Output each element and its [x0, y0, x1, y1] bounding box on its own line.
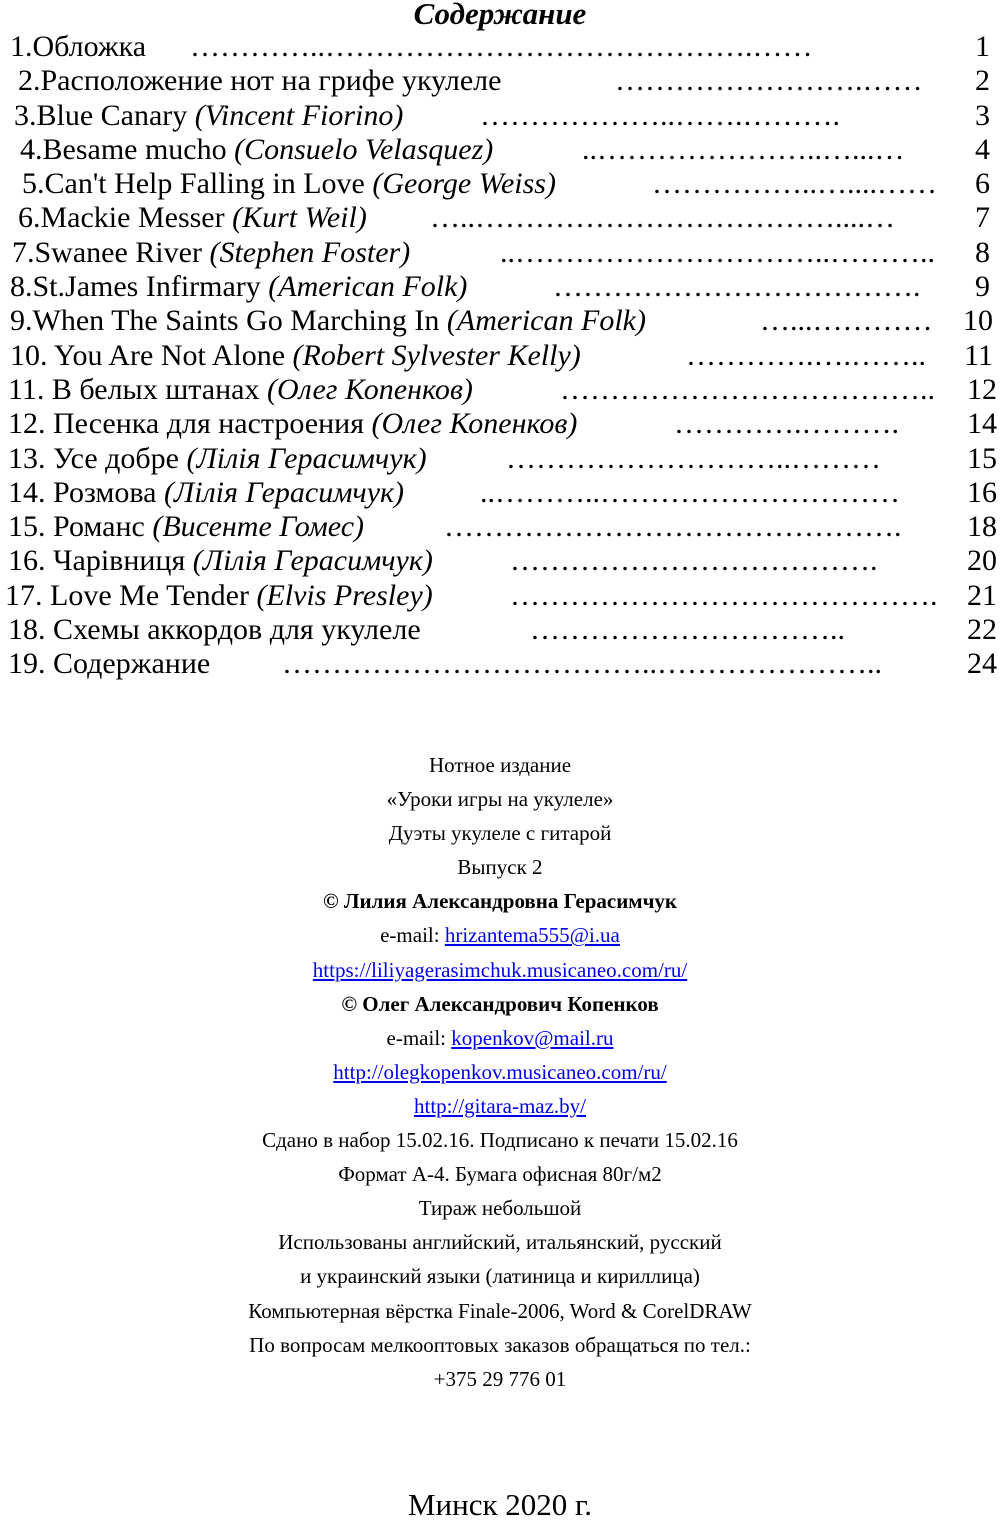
- toc-page-number: 21: [967, 578, 997, 612]
- book-subtitle: Дуэты укулеле с гитарой: [388, 821, 612, 846]
- toc-leader-dots: ………………..…….……….: [480, 98, 840, 132]
- email-label: e-mail:: [380, 923, 445, 948]
- website-link-3[interactable]: http://gitara-maz.by/: [413, 1093, 587, 1118]
- toc-entry-title: [8, 476, 404, 510]
- website-line-1: [0, 953, 1000, 987]
- toc-entry: [0, 270, 1000, 304]
- toc-page-number: 14: [967, 407, 997, 441]
- toc-leader-dots: ..………..…………………………: [480, 475, 900, 509]
- toc-entry-title: [8, 544, 433, 578]
- toc-author: (Висенте Гомес): [152, 510, 364, 544]
- toc-author: (Олег Копенков): [266, 372, 473, 406]
- toc-author: (Kurt Weil): [232, 201, 367, 235]
- email-link-1[interactable]: hrizantema555@i.ua: [444, 923, 620, 948]
- toc-entry-title: [8, 407, 577, 441]
- colophon: [0, 748, 1000, 1396]
- toc-title: 6.Mackie Messer: [18, 201, 225, 235]
- toc-leader-dots: ..…………………..…...…: [582, 132, 905, 166]
- toc-title: 7.Swanee River: [12, 235, 202, 269]
- toc-leader-dots: …………………………..: [530, 613, 845, 647]
- print-run: Тираж небольшой: [418, 1196, 582, 1221]
- toc-author: (Лілія Герасимчук): [192, 544, 433, 578]
- toc-author: (George Weiss): [372, 167, 556, 201]
- toc-author: (Robert Sylvester Kelly): [292, 338, 581, 372]
- toc-entry-title: [8, 373, 473, 407]
- toc-entry-title: [5, 579, 433, 613]
- toc-title: 1.Обложка: [10, 30, 147, 63]
- toc-entry-title: [20, 133, 493, 167]
- toc-title: 5.Can't Help Falling in Love: [22, 167, 365, 201]
- toc-leader-dots: …...…………: [760, 304, 933, 338]
- copyright-author-2: © Олег Александрович Копенков: [341, 991, 659, 1016]
- toc-entry: [0, 133, 1000, 167]
- toc-page-number: 22: [967, 613, 997, 647]
- toc-page-number: 2: [975, 64, 990, 98]
- toc-entry-title: [22, 167, 556, 201]
- toc-leader-dots: …………..…………………………………….……: [190, 30, 813, 63]
- toc-page-number: 24: [967, 647, 997, 681]
- toc-entry: [0, 339, 1000, 373]
- toc-entry-title: [14, 99, 403, 133]
- email-line-1: [0, 918, 1000, 952]
- toc-entry-title: [8, 613, 421, 647]
- toc-entry-title: [10, 304, 646, 338]
- toc-page-number: 18: [967, 510, 997, 544]
- toc-entry-title: [8, 442, 427, 476]
- toc-leader-dots: ………………………………..: [560, 372, 935, 406]
- toc-leader-dots: …………………….……: [615, 64, 923, 98]
- book-title: «Уроки игры на укулеле»: [386, 787, 614, 812]
- toc-entry: [0, 579, 1000, 613]
- publication-place-year: Минск 2020 г.: [407, 1487, 593, 1522]
- toc-author: (Лілія Герасимчук): [163, 475, 405, 509]
- toc-entry-title: [8, 647, 210, 681]
- toc-author: (Stephen Foster): [209, 235, 411, 269]
- toc-entry: [0, 64, 1000, 98]
- toc-title: 10. You Are Not Alone: [10, 338, 286, 372]
- email-link-2[interactable]: kopenkov@mail.ru: [451, 1025, 614, 1050]
- toc-author: (Олег Копенков): [371, 407, 578, 441]
- toc-title: 11. В белых штанах: [8, 372, 260, 406]
- toc-entry-title: [12, 236, 410, 270]
- languages-line-1: Использованы английский, итальянский, русский: [278, 1230, 722, 1255]
- toc-entry-title: [8, 510, 364, 544]
- toc-page-number: 11: [964, 338, 993, 372]
- toc-title: 19. Содержание: [8, 647, 211, 681]
- toc-page-number: 15: [967, 441, 997, 475]
- toc-entry: [0, 407, 1000, 441]
- toc-leader-dots: …..………………………………....…: [430, 201, 895, 235]
- website-link-2[interactable]: http://olegkopenkov.musicaneo.com/ru/: [333, 1059, 667, 1084]
- toc-entry-title: [18, 64, 501, 98]
- toc-page-number: 8: [975, 235, 990, 269]
- website-line-3: [0, 1089, 1000, 1123]
- toc-page-number: 9: [975, 270, 990, 304]
- toc-leader-dots: ..…………………………..………..: [500, 235, 935, 269]
- toc-page-number: 12: [967, 372, 997, 406]
- toc-title: 4.Besame mucho: [20, 132, 227, 166]
- toc-title: 18. Схемы аккордов для укулеле: [8, 613, 421, 647]
- toc-entry: [0, 99, 1000, 133]
- toc-title: 2.Расположение нот на грифе укулеле: [18, 64, 502, 98]
- toc-title: 16. Чарівниця: [8, 544, 186, 578]
- toc-leader-dots: ………………………………..…………………..: [282, 647, 882, 681]
- toc-leader-dots: …………………………………….: [510, 578, 938, 612]
- toc-author: (American Folk): [446, 304, 646, 338]
- toc-entry: [0, 373, 1000, 407]
- issue-number: Выпуск 2: [457, 855, 543, 880]
- toc-entry: [0, 544, 1000, 578]
- toc-leader-dots: ……………..…....……: [652, 167, 937, 201]
- toc-page-number: 20: [967, 544, 997, 578]
- email-label: e-mail:: [386, 1025, 452, 1050]
- toc-leader-dots: ………………………..………: [506, 441, 881, 475]
- print-dates: Сдано в набор 15.02.16. Подписано к печати 15.02.16: [262, 1128, 738, 1153]
- toc-leader-dots: ……………………………….: [510, 544, 878, 578]
- toc-title: 12. Песенка для настроения: [8, 407, 365, 441]
- toc-title: 14. Розмова: [8, 475, 157, 509]
- toc-leader-dots: ……………………………………….: [444, 510, 902, 544]
- toc-page-number: 10: [963, 304, 993, 338]
- toc-entry-title: [10, 270, 467, 304]
- toc-author: (Vincent Fiorino): [194, 98, 404, 132]
- website-line-2: [0, 1055, 1000, 1089]
- toc-page-number: 16: [967, 475, 997, 509]
- page-title: Содержание: [413, 0, 587, 31]
- toc-entry: [0, 167, 1000, 201]
- toc-title: 8.St.James Infirmary: [10, 270, 261, 304]
- toc-leader-dots: ………….……….: [674, 407, 899, 441]
- toc-entry: [0, 442, 1000, 476]
- toc-title: 3.Blue Canary: [14, 98, 188, 132]
- toc-entry: [0, 613, 1000, 647]
- toc-author: (American Folk): [268, 270, 468, 304]
- toc-page-number: 1: [975, 30, 990, 63]
- table-of-contents: [0, 30, 1000, 682]
- toc-entry: [0, 476, 1000, 510]
- email-line-2: [0, 1021, 1000, 1055]
- toc-entry: [0, 30, 1000, 64]
- toc-entry: [0, 304, 1000, 338]
- toc-entry: [0, 510, 1000, 544]
- toc-entry-title: [18, 201, 367, 235]
- toc-author: (Elvis Presley): [256, 578, 433, 612]
- toc-entry-title: [10, 30, 146, 64]
- edition-type: Нотное издание: [428, 753, 572, 777]
- toc-page-number: 3: [975, 98, 990, 132]
- toc-entry: [0, 201, 1000, 235]
- toc-title: 17. Love Me Tender: [5, 578, 249, 612]
- wholesale-contact: По вопросам мелкооптовых заказов обращаться по тел.:: [249, 1332, 751, 1357]
- toc-entry: [0, 647, 1000, 681]
- toc-entry: [0, 236, 1000, 270]
- toc-title: 13. Усе добре: [8, 441, 179, 475]
- paper-format: Формат А-4. Бумага офисная 80г/м2: [338, 1162, 662, 1187]
- toc-page-number: 4: [975, 132, 990, 166]
- toc-leader-dots: ………….….……..: [686, 338, 926, 372]
- copyright-author-1: © Лилия Александровна Герасимчук: [322, 889, 678, 914]
- website-link-1[interactable]: https://liliyagerasimchuk.musicaneo.com/ru/: [312, 957, 688, 982]
- toc-page-number: 7: [975, 201, 990, 235]
- toc-author: (Consuelo Velasquez): [234, 132, 494, 166]
- software-used: Компьютерная вёрстка Finale-2006, Word & CorelDRAW: [248, 1298, 752, 1323]
- toc-title: 9.When The Saints Go Marching In: [10, 304, 440, 338]
- languages-line-2: и украинский языки (латиница и кириллица): [300, 1264, 700, 1289]
- toc-entry-title: [10, 339, 581, 373]
- toc-leader-dots: ……………………………….: [553, 270, 921, 304]
- toc-author: (Лілія Герасимчук): [186, 441, 427, 475]
- phone-number: +375 29 776 01: [433, 1366, 567, 1391]
- toc-title: 15. Романс: [8, 510, 145, 544]
- toc-page-number: 6: [975, 167, 990, 201]
